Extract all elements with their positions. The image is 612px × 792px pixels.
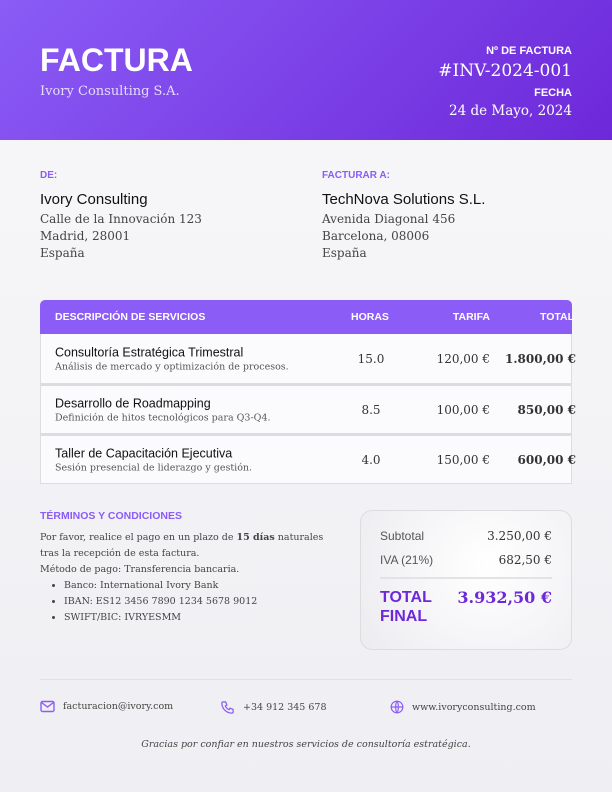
- col-rate: TARIFA: [452, 311, 490, 323]
- mail-icon: [40, 700, 55, 713]
- company-subtitle: Ivory Consulting S.A.: [40, 84, 180, 99]
- contact-phone[interactable]: [220, 700, 327, 715]
- thank-you-note: Gracias por confiar en nuestros servicios de consultoría estratégica.: [141, 739, 471, 750]
- email-text[interactable]: facturacion@ivory.com: [63, 701, 174, 712]
- service-title: Consultoría Estratégica Trimestral: [55, 345, 244, 359]
- iban-item: • IBAN: ES12 3456 7890 1234 5678 9012: [64, 594, 340, 610]
- contact-email[interactable]: [40, 700, 173, 713]
- rate-cell: 150,00 €: [436, 452, 490, 467]
- phone-icon: [220, 700, 235, 715]
- invoice-title: FACTURA: [40, 42, 193, 78]
- address-line: Calle de la Innovación 123: [40, 212, 202, 226]
- col-hours: HORAS: [351, 311, 389, 323]
- invoice-number-label: Nº DE FACTURA: [486, 45, 572, 57]
- bill-to-name: TechNova Solutions S.L.: [322, 191, 486, 208]
- col-description: DESCRIPCIÓN DE SERVICIOS: [55, 311, 206, 323]
- swift-item: • SWIFT/BIC: IVRYESMM: [64, 610, 340, 626]
- address-line: Barcelona, 08006: [322, 229, 430, 243]
- subtotal-label: Subtotal: [380, 529, 425, 543]
- hours-cell: 8.5: [361, 402, 381, 417]
- total-cell: 850,00 €: [517, 402, 576, 417]
- globe-icon: [390, 700, 404, 714]
- address-line: Avenida Diagonal 456: [322, 212, 456, 226]
- phone-text[interactable]: +34 912 345 678: [243, 702, 327, 713]
- from-label: DE:: [40, 170, 58, 181]
- table-row: [40, 384, 576, 434]
- address-line: Madrid, 28001: [40, 229, 131, 243]
- hours-cell: 4.0: [361, 452, 381, 467]
- bill-to-block: [322, 170, 485, 262]
- bank-item: • Banco: International Ivory Bank: [64, 578, 340, 594]
- contact-website[interactable]: [390, 700, 536, 714]
- from-name: Ivory Consulting: [40, 191, 148, 208]
- total-cell: 1.800,00 €: [505, 351, 576, 366]
- website-text[interactable]: www.ivoryconsulting.com: [412, 701, 536, 713]
- subtotal-value: 3.250,00 €: [487, 529, 552, 543]
- col-total: TOTAL: [540, 311, 575, 323]
- terms-text: Por favor, realice el pago en un plazo de: [40, 532, 237, 543]
- table-row: [40, 434, 576, 484]
- tax-label: IVA (21%): [380, 553, 434, 567]
- total-cell: 600,00 €: [517, 452, 576, 467]
- terms-title: TÉRMINOS Y CONDICIONES: [40, 510, 182, 522]
- table-header: [40, 300, 575, 334]
- rate-cell: 100,00 €: [436, 402, 490, 417]
- services-table: [40, 300, 576, 484]
- rate-cell: 120,00 €: [436, 351, 490, 366]
- payment-terms: [40, 530, 340, 562]
- address-line: España: [322, 246, 367, 260]
- service-description: Sesión presencial de liderazgo y gestión.: [55, 462, 253, 473]
- invoice-header: [0, 0, 612, 140]
- terms-days: 15 días: [236, 532, 275, 543]
- summary-box: [360, 510, 572, 650]
- service-description: Análisis de mercado y optimización de procesos.: [55, 361, 289, 372]
- service-description: Definición de hitos tecnológicos para Q3-Q4.: [55, 412, 271, 423]
- service-title: Taller de Capacitación Ejecutiva: [55, 446, 233, 460]
- total-value: 3.932,50 €: [457, 588, 552, 607]
- footer-divider: [40, 679, 572, 680]
- invoice-number: #INV-2024-001: [438, 61, 572, 81]
- from-block: [40, 170, 202, 262]
- table-row: [40, 334, 576, 384]
- address-line: España: [40, 246, 85, 260]
- service-title: Desarrollo de Roadmapping: [55, 396, 211, 410]
- hours-cell: 15.0: [357, 351, 385, 366]
- terms-section: [40, 510, 340, 626]
- total-label: TOTAL FINAL: [380, 589, 432, 625]
- summary-divider: [380, 577, 552, 579]
- payment-method: Método de pago: Transferencia bancaria.: [40, 564, 240, 575]
- date-label: FECHA: [534, 87, 572, 99]
- bill-to-label: FACTURAR A:: [322, 170, 390, 181]
- invoice-date: 24 de Mayo, 2024: [449, 103, 572, 119]
- terms-text: naturales tras la recepción de esta factura.: [40, 532, 324, 559]
- tax-value: 682,50 €: [498, 553, 552, 567]
